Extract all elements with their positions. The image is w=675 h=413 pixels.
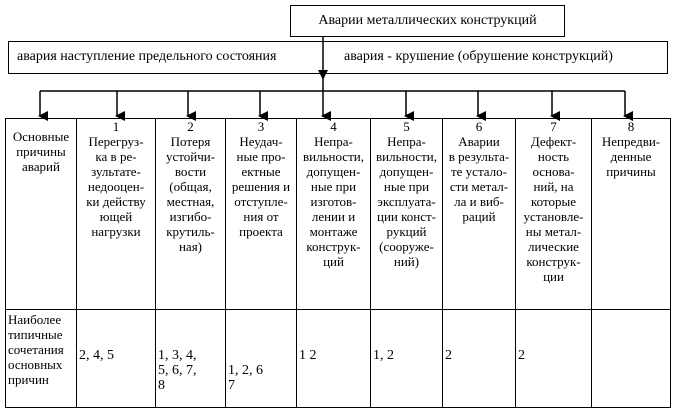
type-limit-state: авария наступление предельного состояния xyxy=(17,49,277,64)
type-collapse: авария - крушение (обрушение конструкций) xyxy=(344,49,613,64)
cause-cell-6: 6 Аварии в результа- те устало- сти метал- ла и виб- раций xyxy=(443,119,516,310)
cause-cell-4: 4 Непра- вильности, допущен- ные при изготов- лении и монтаже конструк- ций xyxy=(297,119,371,310)
combo-cell-7: 2 xyxy=(516,310,592,408)
causes-row xyxy=(6,119,671,310)
causes-table xyxy=(5,118,671,408)
row-header-combos: Наиболее типичные сочетания основных причин xyxy=(6,310,77,408)
combo-cell-4: 1 2 xyxy=(297,310,371,408)
cause-cell-7: 7 Дефект- ность основа- ний, на которые установле- ны метал- лические конструк- ции xyxy=(516,119,592,310)
combo-cell-2: 1, 3, 4, 5, 6, 7, 8 xyxy=(156,310,226,408)
cause-cell-2: 2 Потеря устойчи- вости (общая, местная, изгибо- крутиль- ная) xyxy=(156,119,226,310)
combo-cell-6: 2 xyxy=(443,310,516,408)
cause-cell-5: 5 Непра- вильности, допущен- ные при эксплуата- ции конст- рукций (сооруже- ний) xyxy=(371,119,443,310)
cause-cell-3: 3 Неудач- ные про- ектные решения и отступле- ния от проекта xyxy=(226,119,297,310)
row-header-causes: Основные причины аварий xyxy=(6,119,77,310)
combo-cell-1: 2, 4, 5 xyxy=(77,310,156,408)
diagram-title: Аварии металлических конструкций xyxy=(318,13,537,28)
combos-row xyxy=(6,310,671,408)
combo-cell-5: 1, 2 xyxy=(371,310,443,408)
title-arrow xyxy=(318,70,328,80)
cause-cell-1: 1 Перегруз- ка в ре- зультате- недооцен- ки действу ющей нагрузки xyxy=(77,119,156,310)
combo-cell-8 xyxy=(592,310,671,408)
combo-cell-3: 1, 2, 6 7 xyxy=(226,310,297,408)
cause-cell-8: 8 Непредви- денные причины xyxy=(592,119,671,310)
